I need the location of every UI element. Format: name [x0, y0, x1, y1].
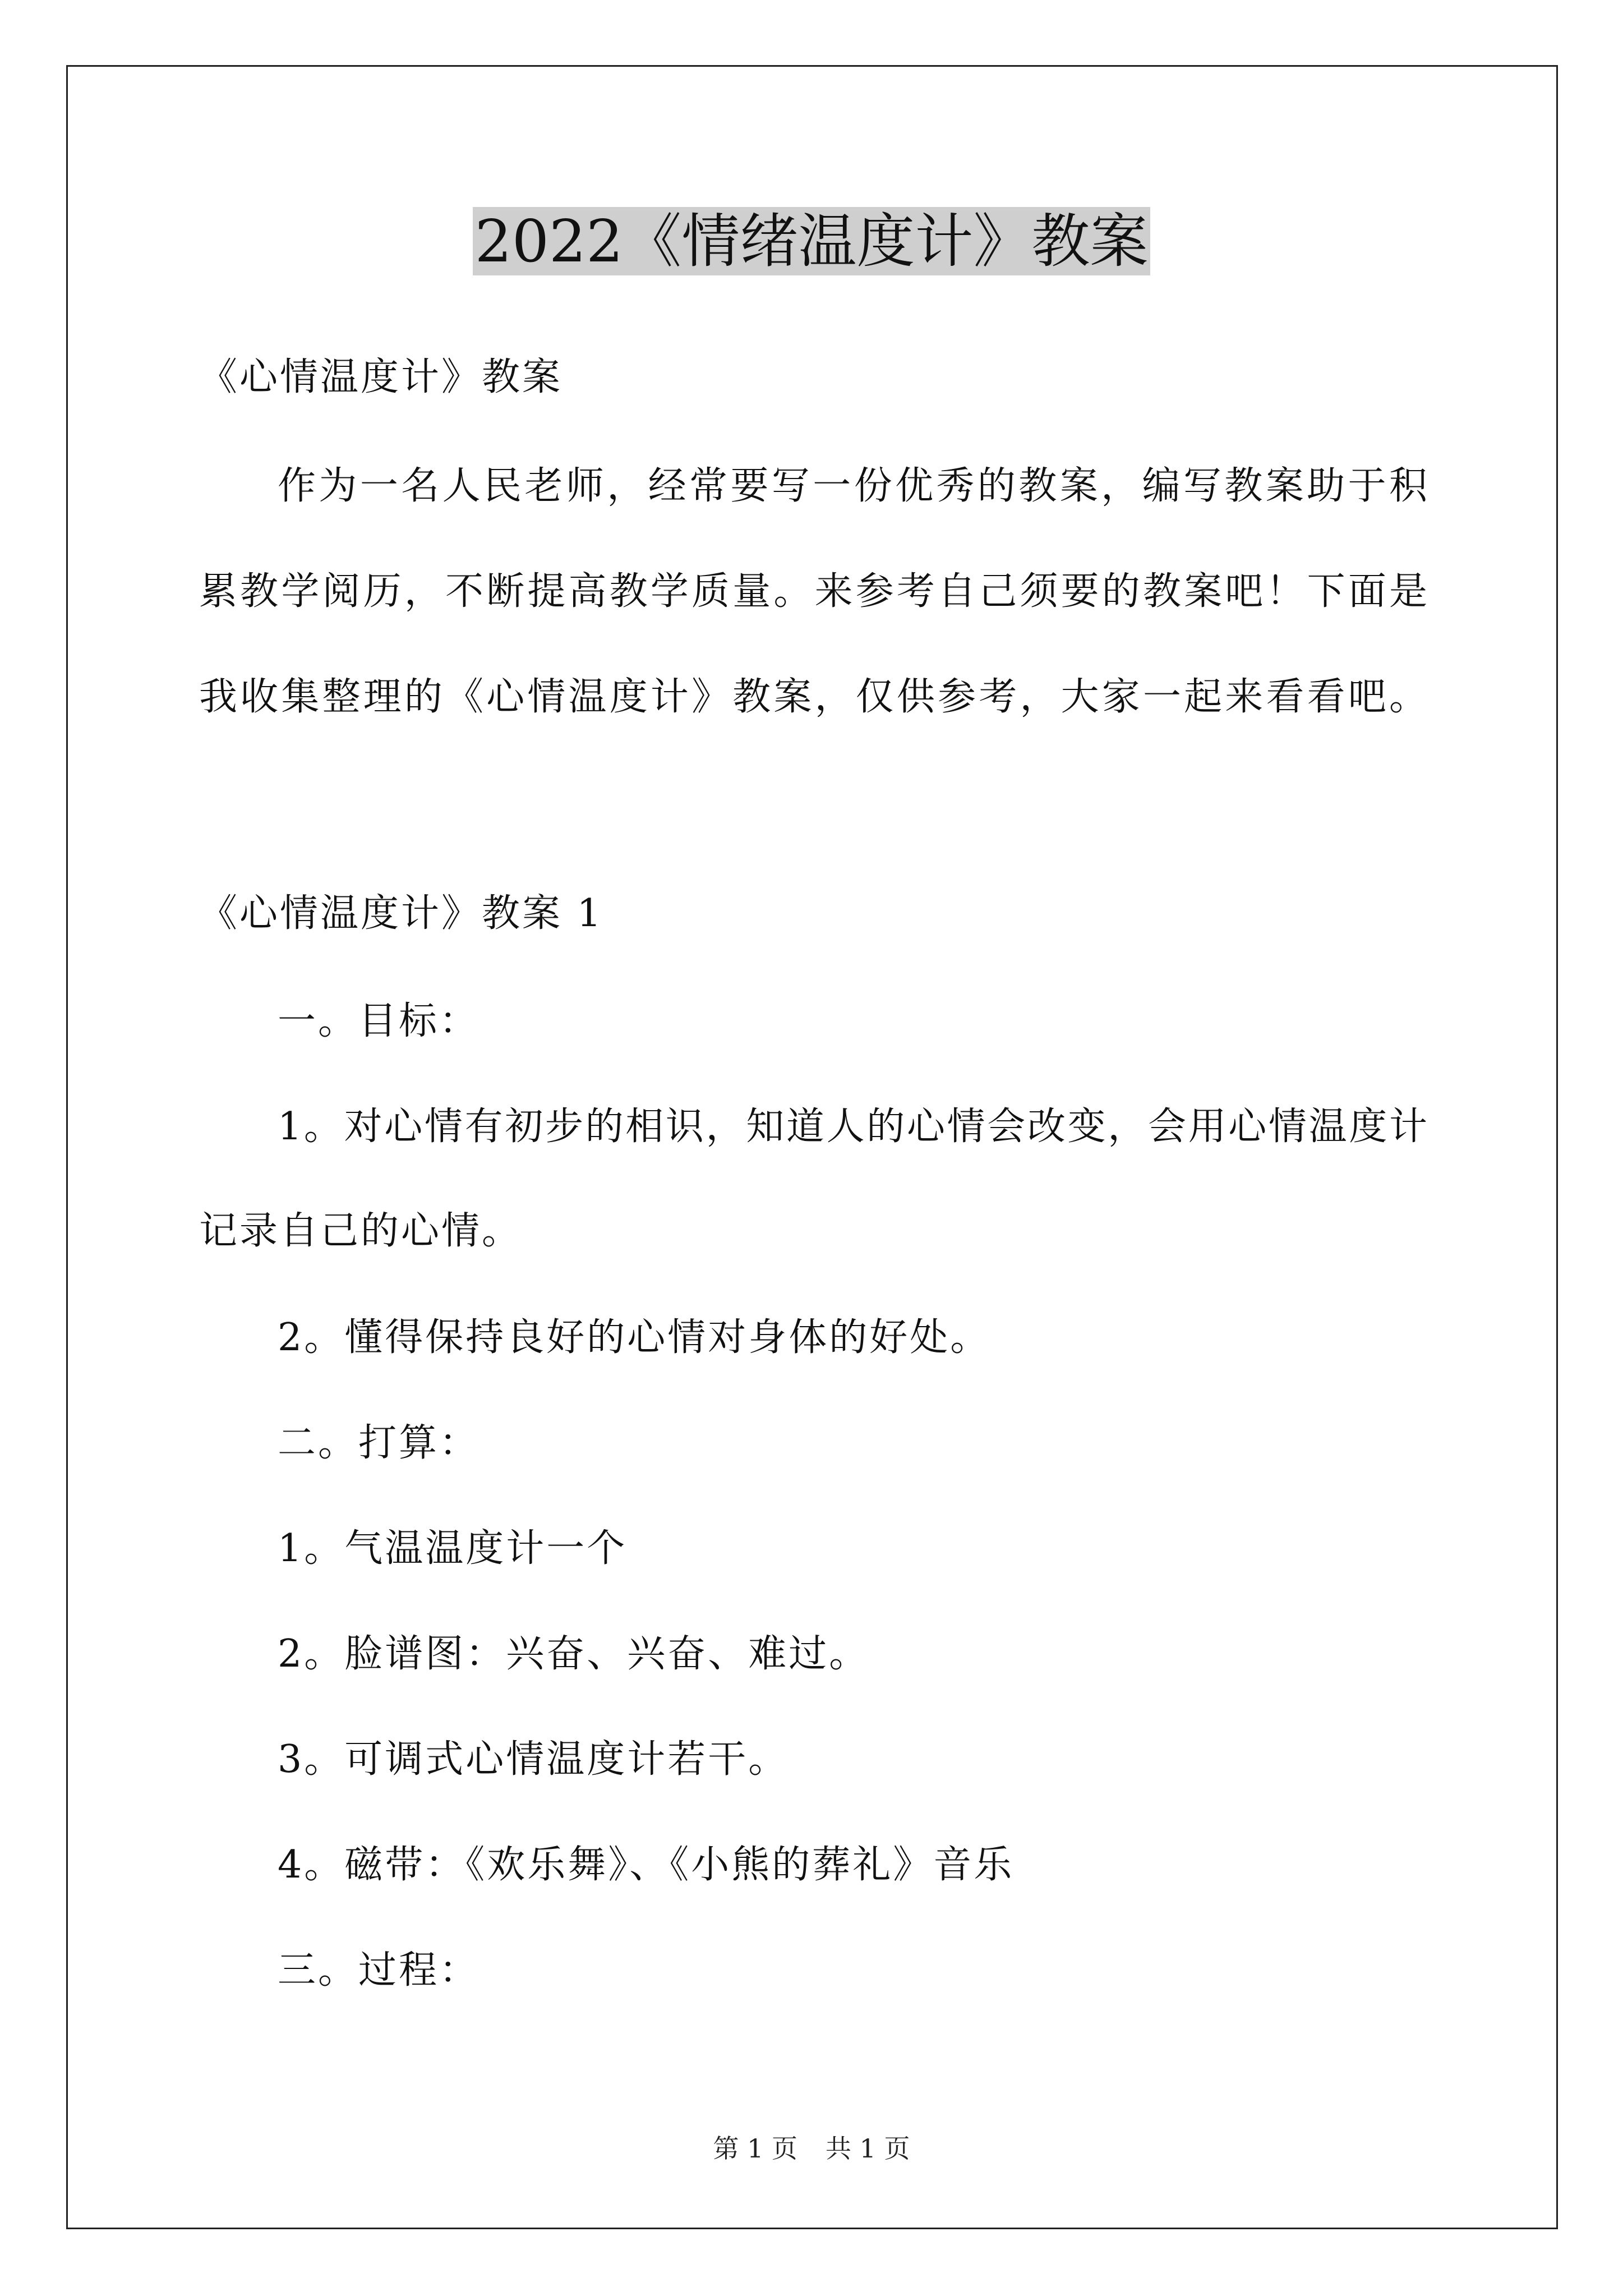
- section-heading: 《心情温度计》教案 1: [199, 891, 603, 936]
- goal-1-line-2: 记录自己的心情。: [199, 1209, 523, 1253]
- goal-heading: 一。目标：: [278, 999, 480, 1043]
- page-number: 第 1 页: [713, 2133, 797, 2164]
- prep-heading: 二。打算：: [278, 1421, 480, 1465]
- prep-item-1: 1。气温温度计一个: [278, 1526, 628, 1571]
- intro-line-3: 我收集整理的《心情温度计》教案，仅供参考，大家一起来看看吧。: [199, 675, 1427, 719]
- document-title: [0, 203, 1623, 279]
- goal-2: 2。懂得保持良好的心情对身体的好处。: [278, 1315, 991, 1360]
- intro-line-1: 作为一名人民老师，经常要写一份优秀的教案，编写教案助于积: [278, 464, 1427, 508]
- prep-item-2: 2。脸谱图：兴奋、兴奋、难过。: [278, 1632, 870, 1676]
- page-total: 共 1 页: [826, 2133, 910, 2164]
- intro-line-2: 累教学阅历，不断提高教学质量。来参考自己须要的教案吧！下面是: [199, 569, 1427, 614]
- prep-item-4: 4。磁带：《欢乐舞》、《小熊的葬礼》音乐: [278, 1843, 1015, 1887]
- prep-item-3: 3。可调式心情温度计若干。: [278, 1737, 789, 1782]
- document-title-text: 2022《情绪温度计》教案: [473, 207, 1151, 275]
- page-footer: [0, 2132, 1623, 2165]
- goal-1-line-1: 1。对心情有初步的相识，知道人的心情会改变，会用心情温度计: [278, 1105, 1427, 1149]
- process-heading: 三。过程：: [278, 1948, 480, 1993]
- subtitle: 《心情温度计》教案: [199, 355, 563, 399]
